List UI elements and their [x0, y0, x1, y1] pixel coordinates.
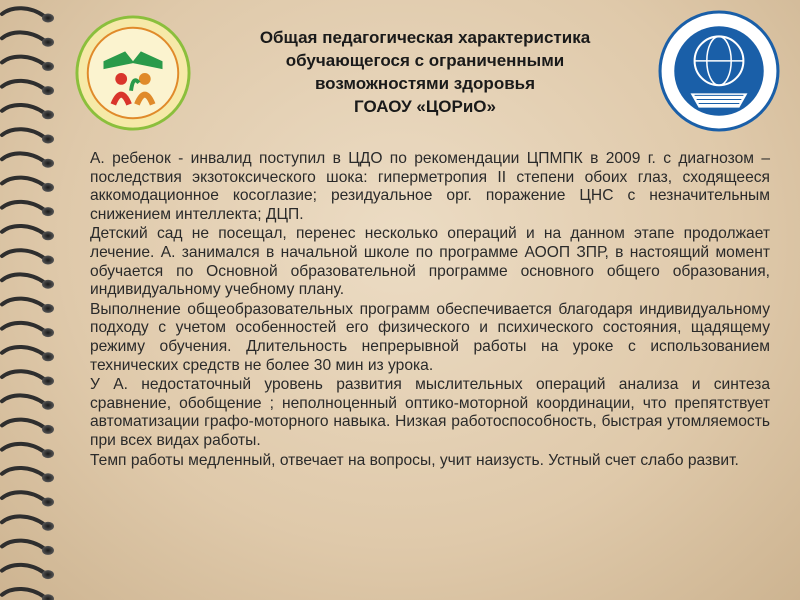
title-line: ГОАОУ «ЦОРиО» — [354, 97, 496, 116]
spiral-ring — [2, 565, 54, 579]
paragraph-program: Выполнение общеобразовательных программ обеспечивается благодаря индивидуальному подходу с учетом особенностей его физического и психического состояния, щадящему режиму обучения. Длительность непрерывной работы на уроке с использованием технических средств не более 30 мин из урока. — [90, 300, 770, 374]
spiral-ring — [2, 178, 54, 192]
spiral-ring — [2, 57, 54, 71]
paragraph-pace: Темп работы медленный, отвечает на вопросы, учит наизусть. Устный счет слабо развит. — [90, 451, 739, 469]
paragraph-development: У А. недостаточный уровень развития мыслительных операций анализа и синтеза сравнение, обобщение ; неполноценный оптико-моторной координации, что препятствует автоматизации графо-моторного навыка. Низкая работоспособность, быстрая утомляемость при всех видах работы. — [90, 376, 770, 449]
spiral-ring — [2, 468, 54, 482]
spiral-ring — [2, 105, 54, 119]
title-line: Общая педагогическая характеристика — [259, 28, 591, 47]
page-title — [195, 26, 655, 118]
spiral-ring — [2, 492, 54, 506]
spiral-ring — [2, 323, 54, 337]
spiral-ring — [2, 347, 54, 361]
spiral-ring — [2, 250, 54, 264]
spiral-ring — [2, 129, 54, 143]
school-emblem-icon — [658, 10, 780, 132]
spiral-ring — [2, 541, 54, 555]
spiral-ring — [2, 32, 54, 46]
spiral-ring — [2, 299, 54, 313]
spiral-ring — [2, 226, 54, 240]
spiral-ring — [2, 371, 54, 385]
paragraph-diagnosis: А. ребенок - инвалид поступил в ЦДО по рекомендации ЦПМПК в 2009 г. с диагнозом – последствия экзотоксического шока: гиперметропия II степени обоих глаз, сходящееся аккомодационное косоглазие; резидуальное орг. поражение ЦНС с незначительным снижением интеллекта; ДЦП. — [90, 150, 770, 223]
characteristic-text — [90, 150, 770, 471]
spiral-ring — [2, 153, 54, 167]
spiral-ring — [2, 274, 54, 288]
spiral-ring — [2, 516, 54, 530]
spiral-ring — [2, 395, 54, 409]
spiral-ring — [2, 8, 54, 22]
title-line: обучающегося с ограниченными — [285, 51, 565, 70]
center-emblem-icon — [74, 14, 192, 132]
spiral-binding — [0, 0, 62, 600]
spiral-ring — [2, 202, 54, 216]
paragraph-history: Детский сад не посещал, перенес несколько операций и на данном этапе продолжает лечение. А. занимался в начальной школе по программе АООП ЗПР, в настоящий момент обучается по Основной образовательной программе основного общего образования, индивидуальному учебному плану. — [90, 225, 770, 299]
title-line: возможностями здоровья — [314, 74, 536, 93]
spiral-ring — [2, 589, 54, 600]
spiral-ring — [2, 81, 54, 95]
spiral-ring — [2, 444, 54, 458]
spiral-ring — [2, 420, 54, 434]
